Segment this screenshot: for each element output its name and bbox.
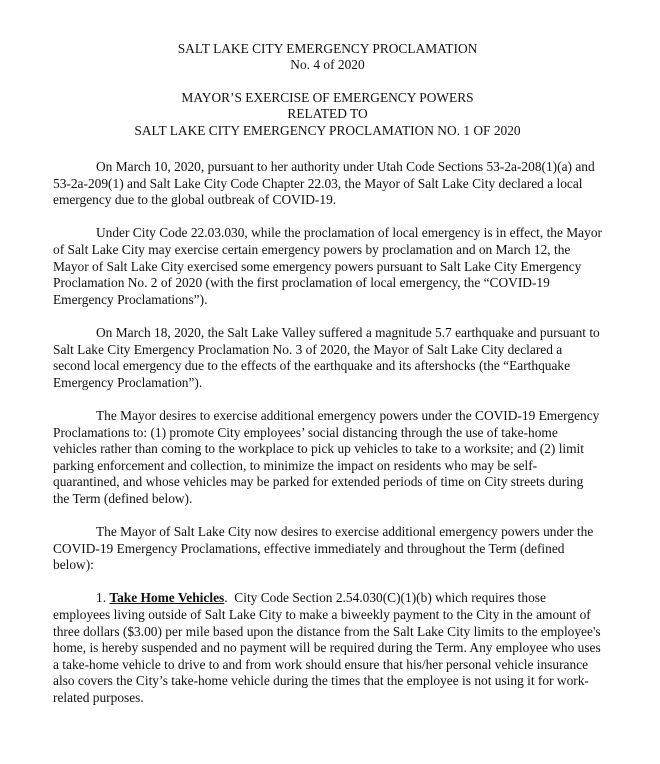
body-text <box>53 159 602 707</box>
item-number: 1. <box>96 590 107 606</box>
paragraph-emergency-powers: Under City Code 22.03.030, while the proclamation of local emergency is in effect, the Mayor of Salt Lake City may exercise certain emergency powers by proclamation and on March 12, the Mayor of Salt Lake City exercised some emergency powers pursuant to Salt Lake City Emergency Proclamation No. 2 of 2020 (with the first proclamation of local emergency, the “COVID-19 Emergency Proclamations”). <box>53 225 602 307</box>
item-take-home-vehicles <box>53 590 602 706</box>
subtitle-line-1: MAYOR’S EXERCISE OF EMERGENCY POWERS <box>181 89 474 105</box>
proclamation-title: SALT LAKE CITY EMERGENCY PROCLAMATION <box>177 41 478 56</box>
paragraph-earthquake: On March 18, 2020, the Salt Lake Valley suffered a magnitude 5.7 earthquake and pursuant to Salt Lake City Emergency Proclamation No. 3 of 2020, the Mayor of Salt Lake City declared a second local emergency due to the effects of the earthquake and its aftershocks (the “Earthquake Emergency Proclamation”). <box>53 324 600 390</box>
proclamation-number: No. 4 of 2020 <box>290 57 365 73</box>
subtitle-line-2: RELATED TO <box>287 106 368 122</box>
item-heading: Take Home Vehicles <box>109 590 225 606</box>
paragraph-effective-immediately: The Mayor of Salt Lake City now desires to exercise additional emergency powers under the COVID-19 Emergency Proclamations, effective immediately and throughout the Term (defined below): <box>53 524 594 573</box>
item-heading-suffix: . <box>224 590 228 606</box>
subtitle-line-3: SALT LAKE CITY EMERGENCY PROCLAMATION NO. 1 OF 2020 <box>134 122 521 138</box>
paragraph-covid-declaration: On March 10, 2020, pursuant to her authority under Utah Code Sections 53-2a-208(1)(a) and 53-2a-209(1) and Salt Lake City Code Chapter 22.03, the Mayor of Salt Lake City declared a local emergency due to the global outbreak of COVID-19. <box>53 159 595 208</box>
title-block <box>53 41 602 139</box>
item-body: City Code Section 2.54.030(C)(1)(b) which requires those employees living outside of Salt Lake City to make a biweekly payment to the City in the amount of three dollars ($3.00) per mile based upon the distance from the Salt Lake City limits to the employee's home, is hereby suspended and no payment will be required during the Term. Any employee who uses a take-home vehicle to drive to and from work should ensure that his/her personal vehicle insurance also covers the City’s take-home vehicle during the times that the employee is not using it for work-related purposes. <box>53 590 601 706</box>
paragraph-additional-powers: The Mayor desires to exercise additional emergency powers under the COVID-19 Emergency Proclamations to: (1) promote City employees’ social distancing through the use of take-home vehicles rather than coming to the workplace to pick up vehicles to take to a worksite; and (2) limit parking enforcement and collection, to minimize the impact on residents who may be self-quarantined, and whose vehicles may be parked for extended periods of time on City streets during the Term (defined below). <box>53 407 600 506</box>
title-spacer <box>53 74 602 90</box>
